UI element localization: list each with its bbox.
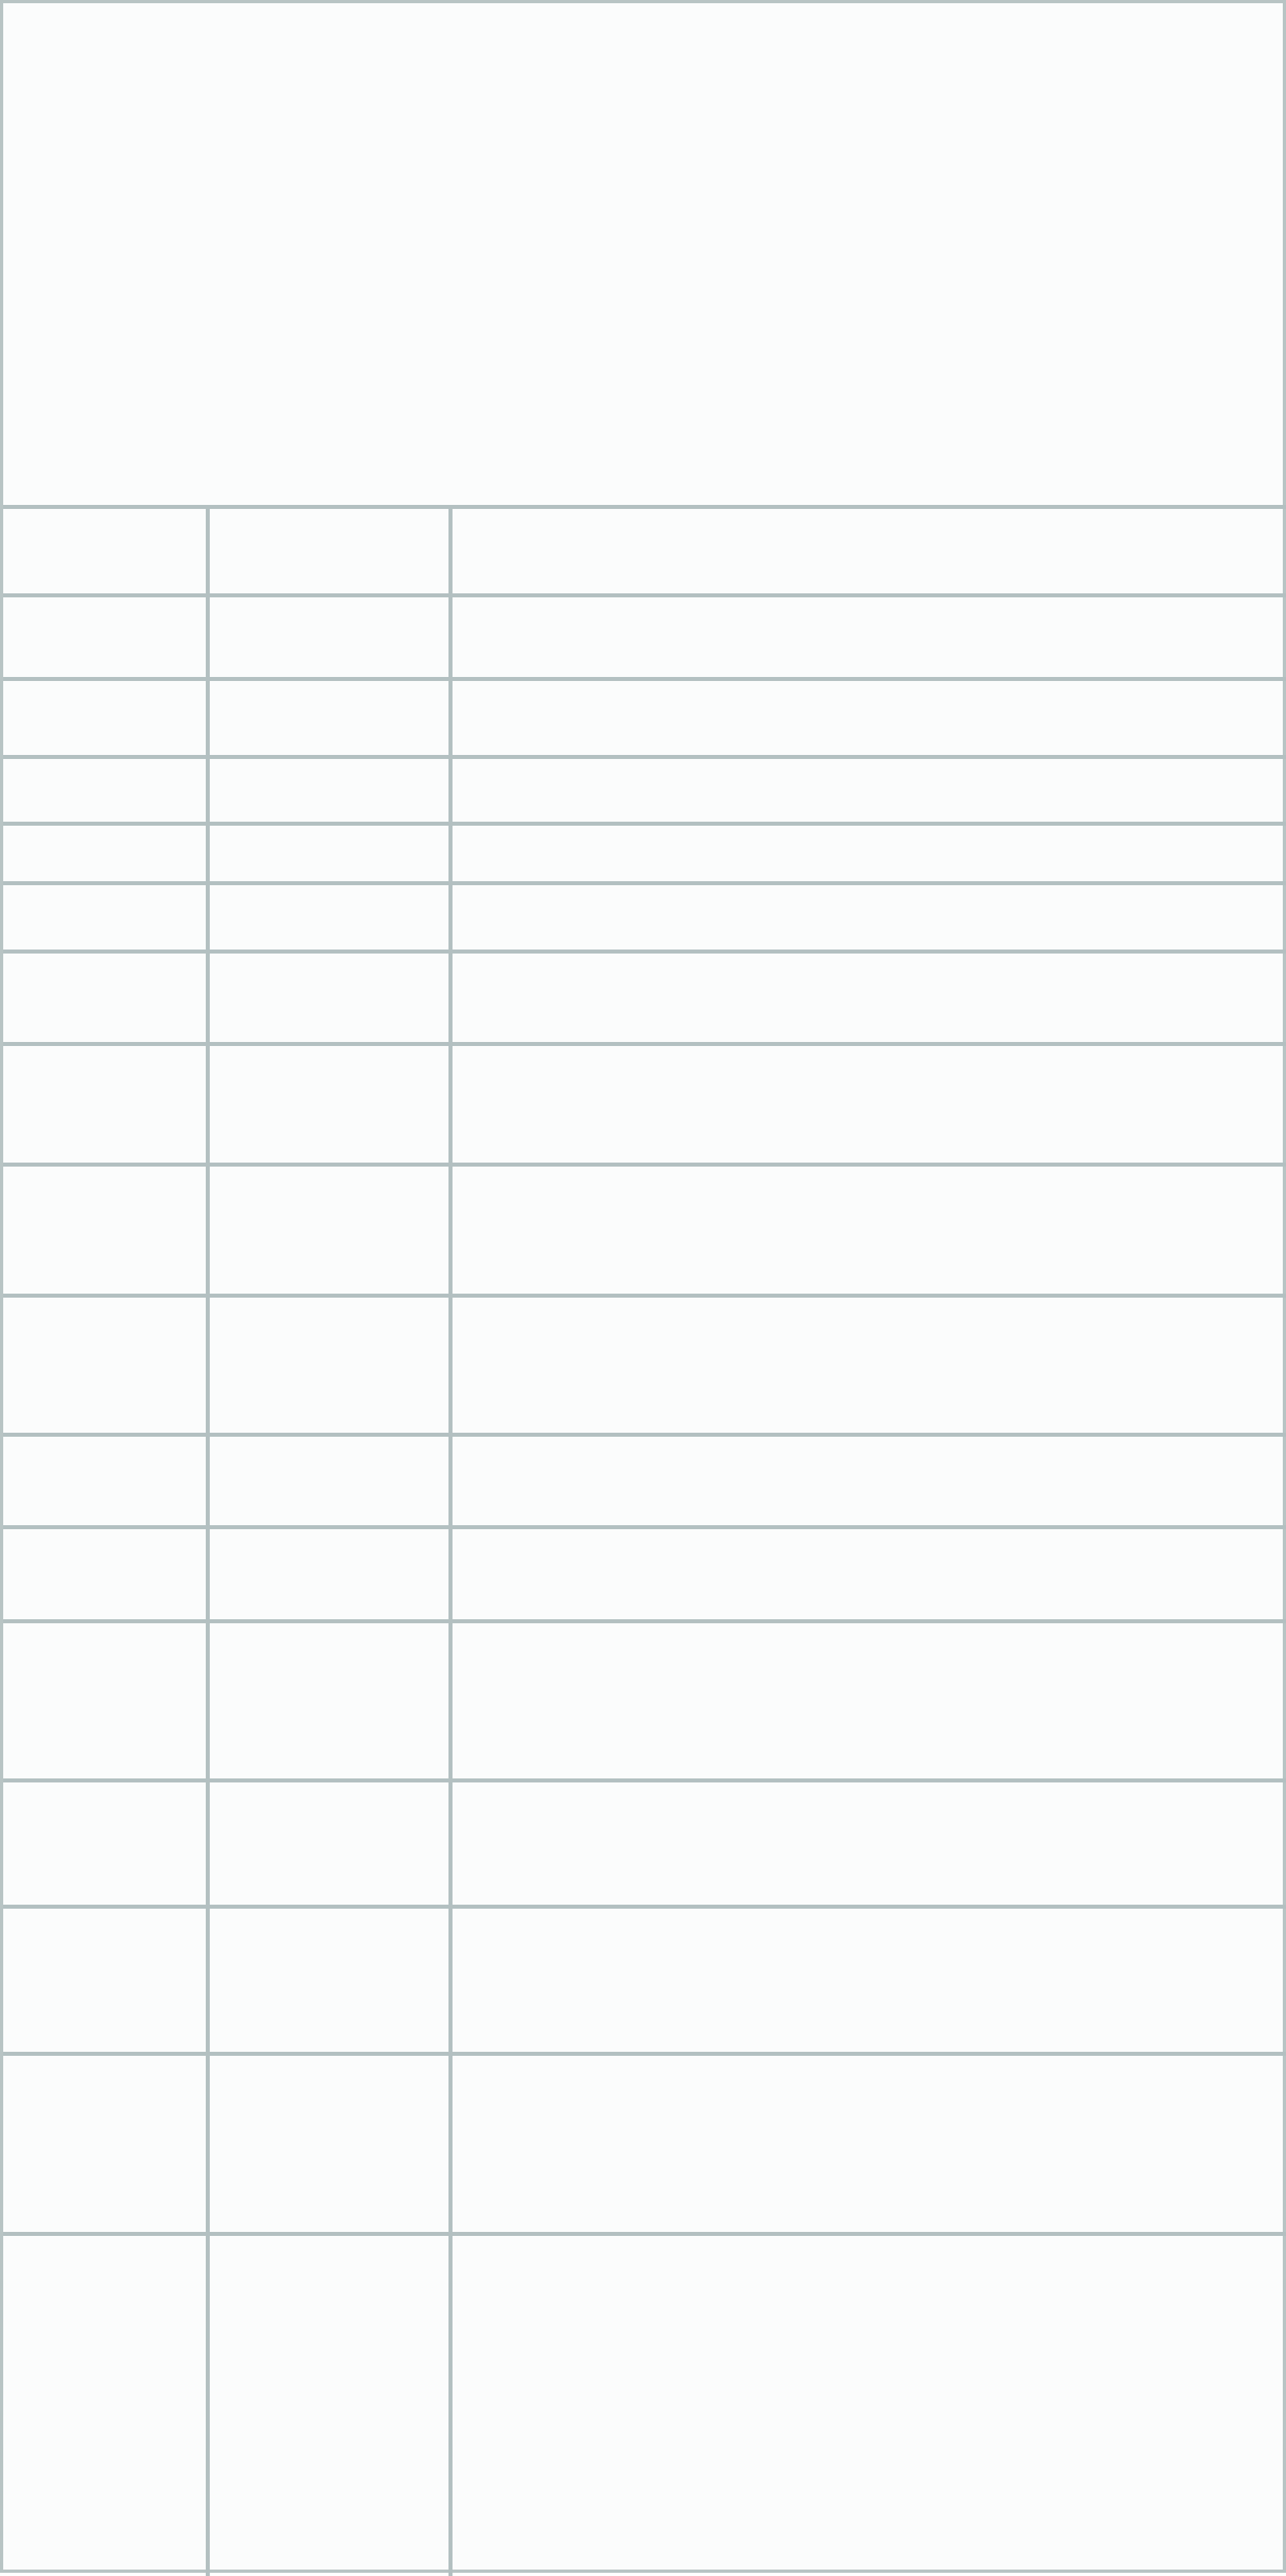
process-name-cell	[210, 1623, 448, 1778]
process-name-cell	[210, 759, 448, 822]
details-cell	[453, 1167, 1285, 1294]
step-number-cell	[7, 759, 206, 822]
step-number-cell	[7, 885, 206, 950]
details-cell	[453, 1782, 1285, 1905]
process-name-cell	[210, 826, 448, 881]
details-header	[453, 513, 1285, 593]
process-name-cell	[210, 885, 448, 950]
step-number-cell	[7, 681, 206, 755]
details-cell	[453, 826, 1285, 881]
process-name-cell	[210, 1046, 448, 1163]
details-cell	[453, 2236, 1285, 2576]
details-cell	[453, 1623, 1285, 1778]
details-cell	[453, 597, 1285, 677]
details-cell	[453, 885, 1285, 950]
process-name-cell	[210, 1298, 448, 1433]
process-name-cell	[210, 681, 448, 755]
details-cell	[453, 1529, 1285, 1619]
step-number-cell	[7, 954, 206, 1042]
step-number-cell	[7, 1623, 206, 1778]
step-header	[7, 513, 206, 593]
step-number-cell	[7, 2236, 206, 2576]
step-number-cell	[7, 1529, 206, 1619]
process-name-cell	[210, 597, 448, 677]
details-cell	[453, 1909, 1285, 2052]
step-number-cell	[7, 826, 206, 881]
step-number-cell	[7, 1167, 206, 1294]
details-cell	[453, 2056, 1285, 2232]
details-cell	[453, 1437, 1285, 1525]
step-number-cell	[7, 1909, 206, 2052]
details-cell	[453, 759, 1285, 822]
step-number-cell	[7, 1298, 206, 1433]
step-number-cell	[7, 597, 206, 677]
details-cell	[453, 1046, 1285, 1163]
process-name-cell	[210, 1909, 448, 2052]
process-name-cell	[210, 1782, 448, 1905]
step-number-cell	[7, 2056, 206, 2232]
details-cell	[453, 1298, 1285, 1433]
process-name-cell	[210, 1529, 448, 1619]
step-number-cell	[7, 1437, 206, 1525]
process-header	[210, 513, 448, 593]
process-name-cell	[210, 1437, 448, 1525]
step-number-cell	[7, 1046, 206, 1163]
process-name-cell	[210, 954, 448, 1042]
details-cell	[453, 681, 1285, 755]
process-name-cell	[210, 1167, 448, 1294]
details-cell	[453, 954, 1285, 1042]
process-name-cell	[210, 2236, 448, 2576]
process-name-cell	[210, 2056, 448, 2232]
table-border-top	[3, 505, 1286, 509]
step-number-cell	[7, 1782, 206, 1905]
